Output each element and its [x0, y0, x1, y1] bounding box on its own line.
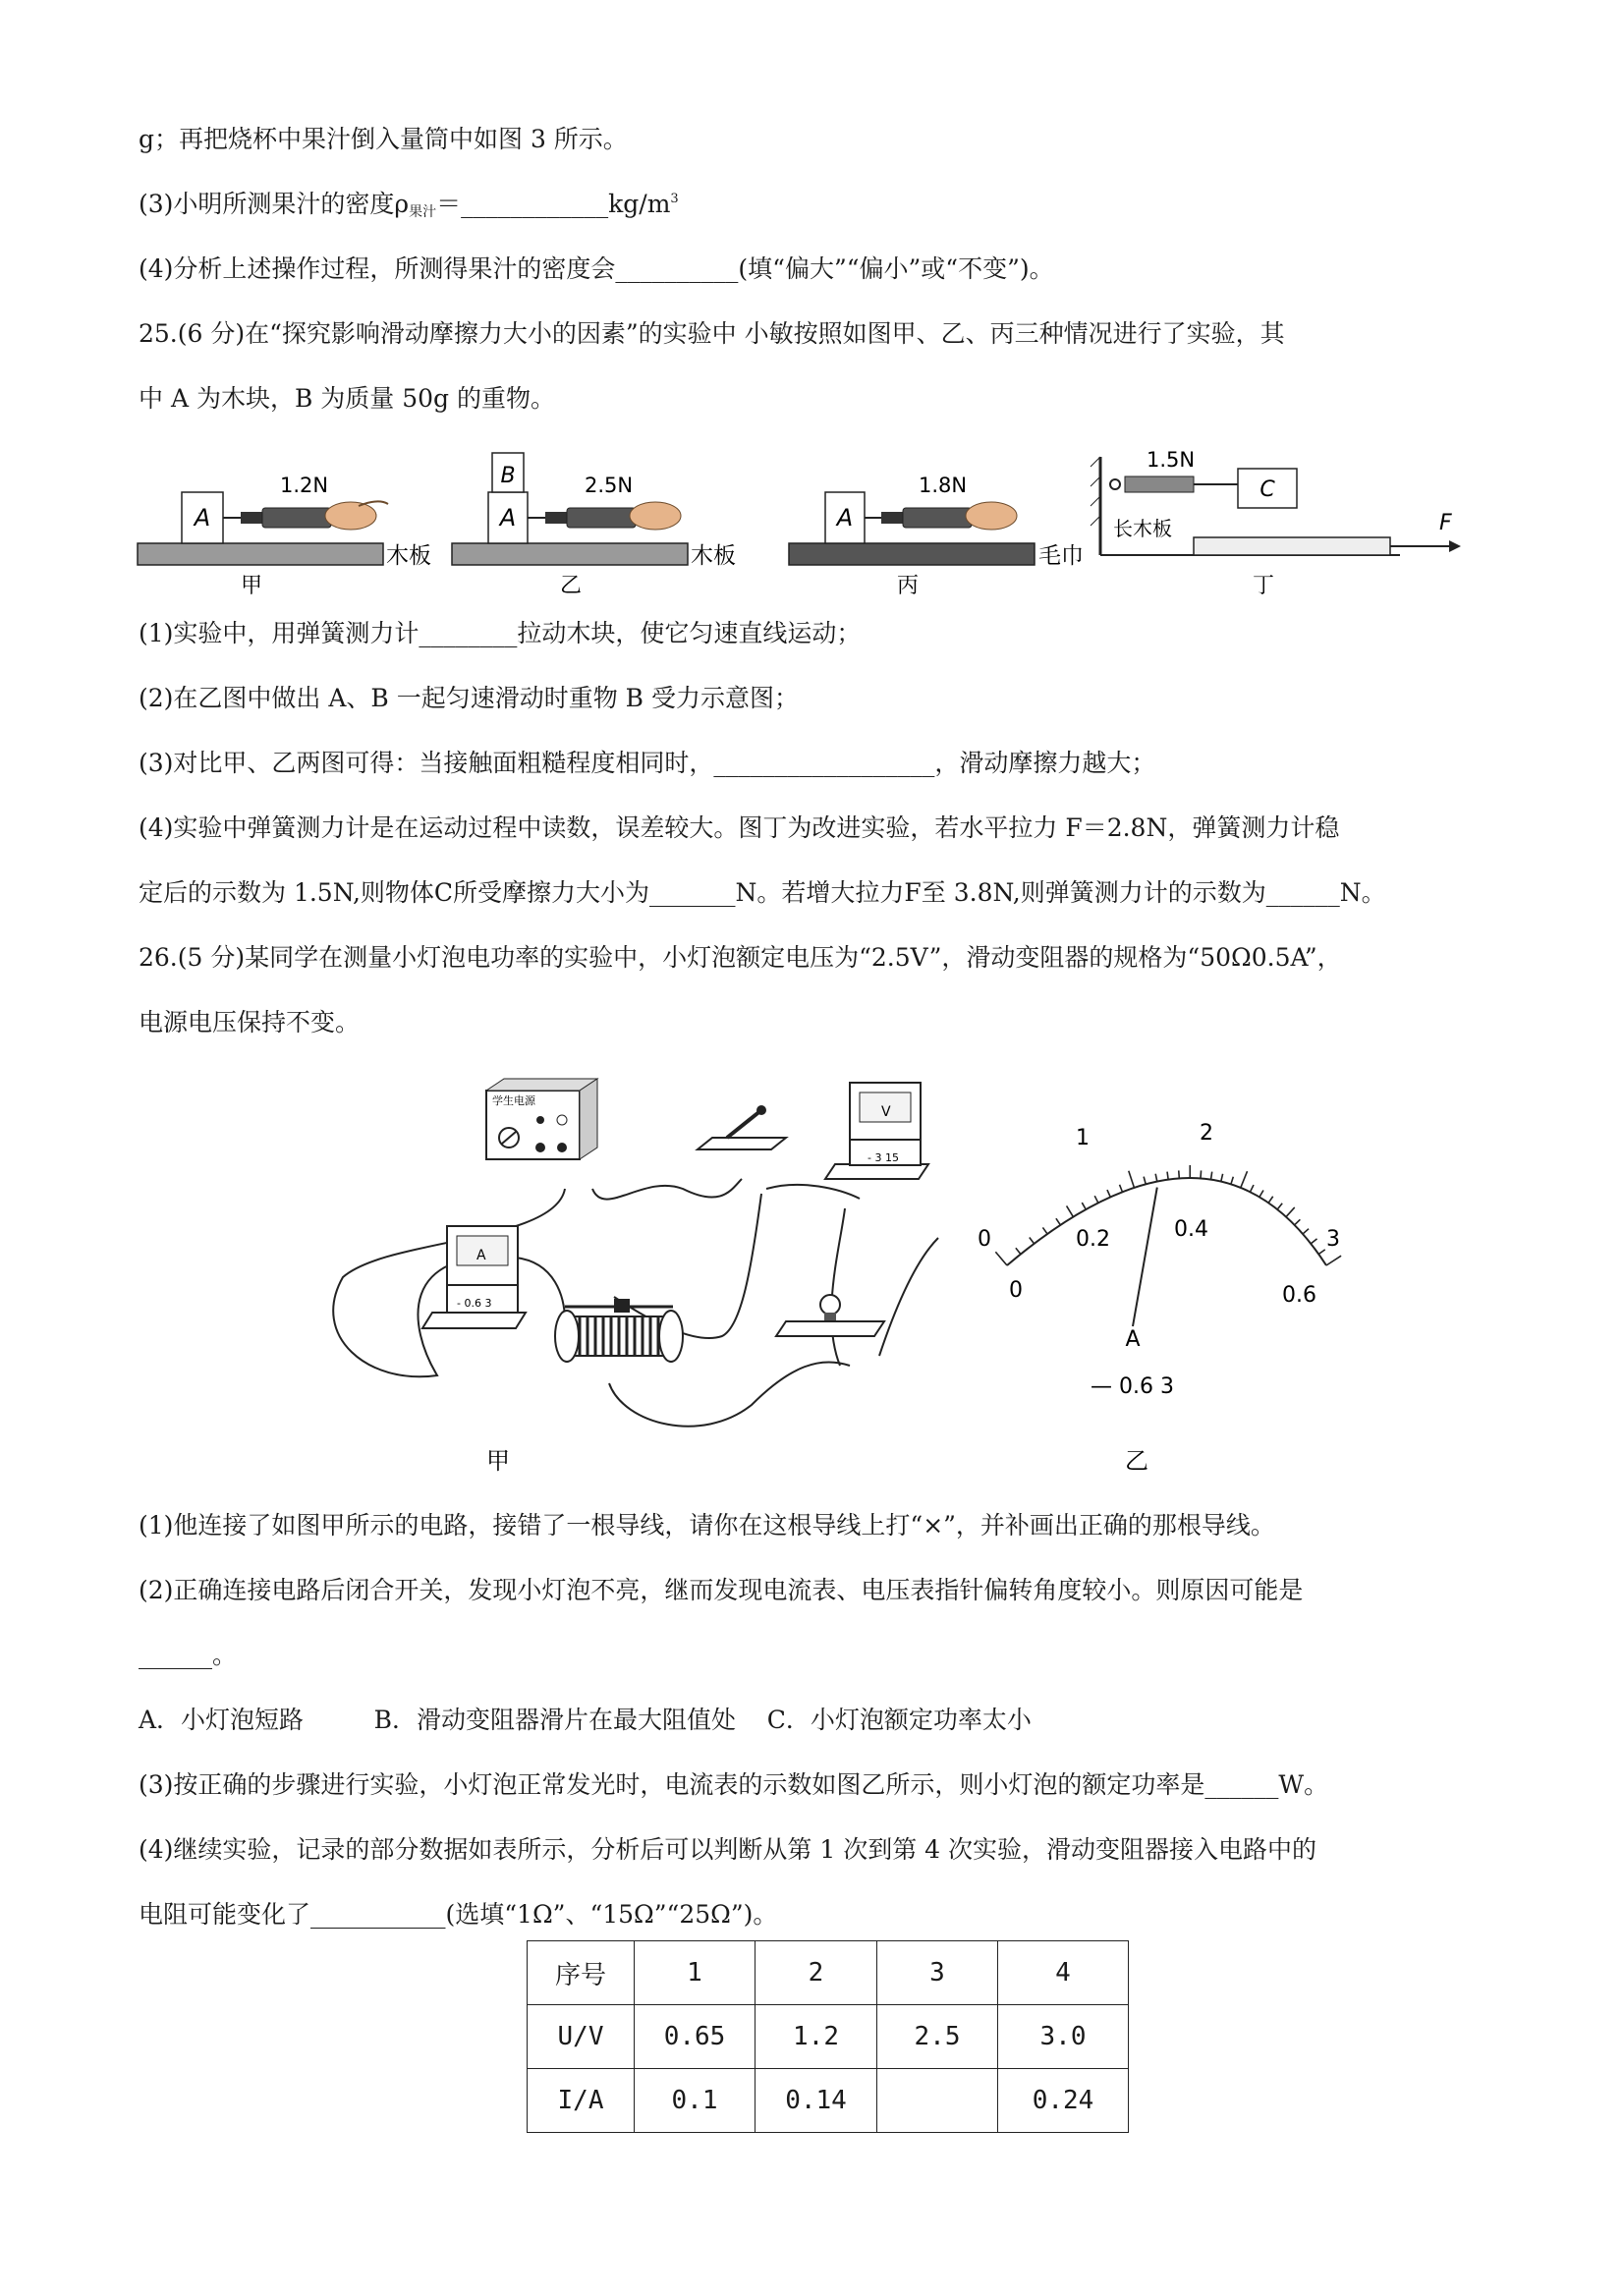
ammeter-dial — [978, 1121, 1341, 1474]
dial-tick — [1221, 1174, 1223, 1182]
scale-top-1: 1 — [1076, 1126, 1090, 1150]
light-bulb — [776, 1295, 884, 1336]
q26-options: A．小灯泡短路 B．滑动变阻器滑片在最大阻值处 C．小灯泡额定功率太小 — [139, 1706, 1032, 1734]
table-cell: 3 — [877, 1941, 998, 2005]
caption-yi: 乙 — [560, 574, 583, 598]
dial-tick — [1144, 1177, 1146, 1185]
dial-tick — [1155, 1174, 1157, 1182]
block-c-label: C — [1259, 477, 1275, 502]
setup-yi — [452, 453, 736, 598]
block-b-label: B — [500, 464, 516, 488]
dial-meter-letter: A — [1125, 1327, 1141, 1352]
q26-intro-1: 26.(5 分)某同学在测量小灯泡电功率的实验中，小灯泡额定电压为“2.5V”，滑动变阻器的规格为“50Ω0.5A”， — [139, 943, 1342, 972]
scale-bottom-3: 0.6 — [1282, 1283, 1316, 1308]
q25-part3: (3)对比甲、乙两图可得：当接触面粗糙程度相同时，__________________，滑动摩擦力越大； — [139, 749, 1156, 777]
dial-tick — [1268, 1197, 1273, 1204]
force-reading-bing: 1.8N — [919, 474, 968, 497]
scale-top-2: 2 — [1200, 1121, 1213, 1146]
setup-bing — [789, 474, 1084, 598]
caption-jia: 甲 — [241, 574, 263, 598]
table-cell: U/V — [528, 2005, 635, 2069]
dial-tick — [1030, 1237, 1035, 1243]
q24-line0: g；再把烧杯中果汁倒入量筒中如图 3 所示。 — [139, 125, 628, 153]
dial-tick — [1082, 1203, 1086, 1209]
table-cell: 1 — [635, 1941, 756, 2005]
measurement-table — [527, 1940, 1129, 2133]
q25-intro-1: 25.(6 分)在“探究影响滑动摩擦力大小的因素”的实验中 小敏按照如图甲、乙、丙三种情况进行了实验，其 — [139, 319, 1285, 348]
caption-jia-circuit: 甲 — [486, 1447, 510, 1474]
caption-ding: 丁 — [1253, 574, 1275, 598]
q26-part3: (3)按正确的步骤进行实验，小灯泡正常发光时，电流表的示数如图乙所示，则小灯泡的额定功率是______W。 — [139, 1770, 1329, 1799]
table-cell: 2 — [756, 1941, 877, 2005]
dial-tick — [1016, 1248, 1021, 1254]
dial-tick — [1241, 1171, 1248, 1188]
ammeter-terminals: - 0.6 3 — [457, 1297, 492, 1310]
block-a-label: A — [194, 504, 211, 532]
q24-part3-unit: ＝____________kg/m — [436, 190, 671, 218]
table-cell: 0.14 — [756, 2069, 877, 2133]
q26-part1: (1)他连接了如图甲所示的电路，接错了一根导线，请你在这根导线上打“×”，并补画出正确的那根导线。 — [139, 1511, 1275, 1540]
block-a-label-bing: A — [836, 504, 854, 532]
dial-tick — [1120, 1185, 1123, 1192]
table-cell: 0.65 — [635, 2005, 756, 2069]
ammeter — [422, 1226, 526, 1328]
circuit-figure — [329, 1071, 1361, 1474]
dial-tick — [1201, 1170, 1202, 1178]
scale-bottom-2: 0.4 — [1174, 1217, 1208, 1242]
table-cell: 序号 — [528, 1941, 635, 2005]
dial-tick — [1303, 1229, 1309, 1234]
q25-part4-b: 定后的示数为 1.5N,则物体C所受摩擦力大小为_______N。若增大拉力F至 3.8N,则弹簧测力计的示数为______N。 — [139, 878, 1386, 907]
scale-top-0: 0 — [978, 1227, 991, 1252]
dial-tick — [1042, 1227, 1047, 1234]
dial-tick — [1286, 1207, 1295, 1217]
voltmeter — [825, 1083, 928, 1179]
q26-part4-b: 电阻可能变化了___________(选填“1Ω”、“15Ω”“25Ω”)。 — [139, 1900, 778, 1929]
dial-needle — [1133, 1188, 1157, 1326]
dial-tick — [1107, 1190, 1110, 1197]
q25-part4-a: (4)实验中弹簧测力计是在运动过程中读数，误差较大。图丁为改进实验，若水平拉力 F＝2.8N，弹簧测力计稳 — [139, 813, 1340, 842]
table-cell: 4 — [998, 1941, 1129, 2005]
q24-unit-superscript: 3 — [670, 192, 679, 206]
dial-tick — [1167, 1172, 1168, 1180]
dial-tick — [1056, 1218, 1060, 1225]
rheostat — [555, 1299, 683, 1362]
dial-tick — [1231, 1177, 1233, 1185]
dial-tick — [1129, 1171, 1135, 1188]
q25-part2: (2)在乙图中做出 A、B 一起匀速滑动时重物 B 受力示意图； — [139, 684, 799, 712]
ammeter-letter: A — [476, 1248, 486, 1263]
q24-part3-text: (3)小明所测果汁的密度ρ — [139, 190, 410, 218]
setup-jia — [138, 474, 431, 598]
table-cell: 0.1 — [635, 2069, 756, 2133]
power-supply-label: 学生电源 — [492, 1094, 535, 1107]
q24-part3 — [139, 187, 1544, 227]
caption-bing: 丙 — [897, 574, 920, 598]
table-cell: 3.0 — [998, 2005, 1129, 2069]
pull-force-label: F — [1439, 511, 1452, 535]
q25-intro-2: 中 A 为木块，B 为质量 50g 的重物。 — [139, 384, 555, 413]
voltmeter-letter: V — [881, 1104, 891, 1120]
dial-tick — [1259, 1190, 1263, 1197]
surface-label-yi: 木板 — [691, 543, 736, 569]
power-supply — [486, 1079, 597, 1159]
table-cell — [877, 2069, 998, 2133]
friction-experiment-figure — [133, 437, 1488, 604]
dial-tick — [1179, 1170, 1180, 1178]
table-row — [528, 2069, 1129, 2133]
q26-part2-blank: ______。 — [139, 1641, 238, 1669]
surface-label-jia: 木板 — [386, 543, 431, 569]
dial-tick — [1210, 1172, 1211, 1180]
q26-part2: (2)正确连接电路后闭合开关，发现小灯泡不亮，继而发现电流表、电压表指针偏转角度较小。则原因可能是 — [139, 1576, 1304, 1604]
dial-tick — [1250, 1185, 1254, 1192]
force-reading-jia: 1.2N — [280, 474, 329, 497]
dial-terminals: — 0.6 3 — [1091, 1374, 1174, 1399]
scale-top-3: 3 — [1326, 1227, 1340, 1252]
scale-bottom-0: 0 — [1009, 1278, 1023, 1303]
setup-ding — [1091, 448, 1461, 598]
knife-switch — [698, 1105, 786, 1149]
table-row — [528, 1941, 1129, 2005]
dial-tick — [1318, 1250, 1325, 1255]
force-reading-yi: 2.5N — [585, 474, 634, 497]
dial-tick — [1067, 1205, 1074, 1216]
q26-part4-a: (4)继续实验，记录的部分数据如表所示，分析后可以判断从第 1 次到第 4 次实验，滑动变阻器接入电路中的 — [139, 1835, 1317, 1864]
q26-intro-2: 电源电压保持不变。 — [139, 1008, 361, 1036]
caption-yi-dial: 乙 — [1125, 1447, 1148, 1474]
q24-part4: (4)分析上述操作过程，所测得果汁的密度会__________(填“偏大”“偏小”或“不变”)。 — [139, 254, 1054, 283]
dial-tick — [1277, 1204, 1282, 1209]
dial-tick — [995, 1252, 1007, 1265]
table-cell: I/A — [528, 2069, 635, 2133]
dial-tick — [1311, 1239, 1316, 1244]
table-row — [528, 2005, 1129, 2069]
scale-bottom-1: 0.2 — [1076, 1227, 1110, 1252]
board-label-ding: 长木板 — [1113, 517, 1172, 540]
force-reading-ding: 1.5N — [1147, 448, 1196, 472]
surface-label-bing: 毛巾 — [1038, 543, 1084, 569]
table-cell: 2.5 — [877, 2005, 998, 2069]
dial-tick — [1094, 1196, 1098, 1203]
dial-tick — [1295, 1219, 1301, 1225]
voltmeter-terminals: - 3 15 — [867, 1151, 899, 1164]
block-a-label-yi: A — [499, 504, 517, 532]
table-cell: 1.2 — [756, 2005, 877, 2069]
q25-part1: (1)实验中，用弹簧测力计________拉动木块，使它匀速直线运动； — [139, 619, 862, 647]
q24-density-subscript: 果汁 — [409, 204, 437, 220]
dial-tick — [1326, 1256, 1341, 1265]
table-cell: 0.24 — [998, 2069, 1129, 2133]
